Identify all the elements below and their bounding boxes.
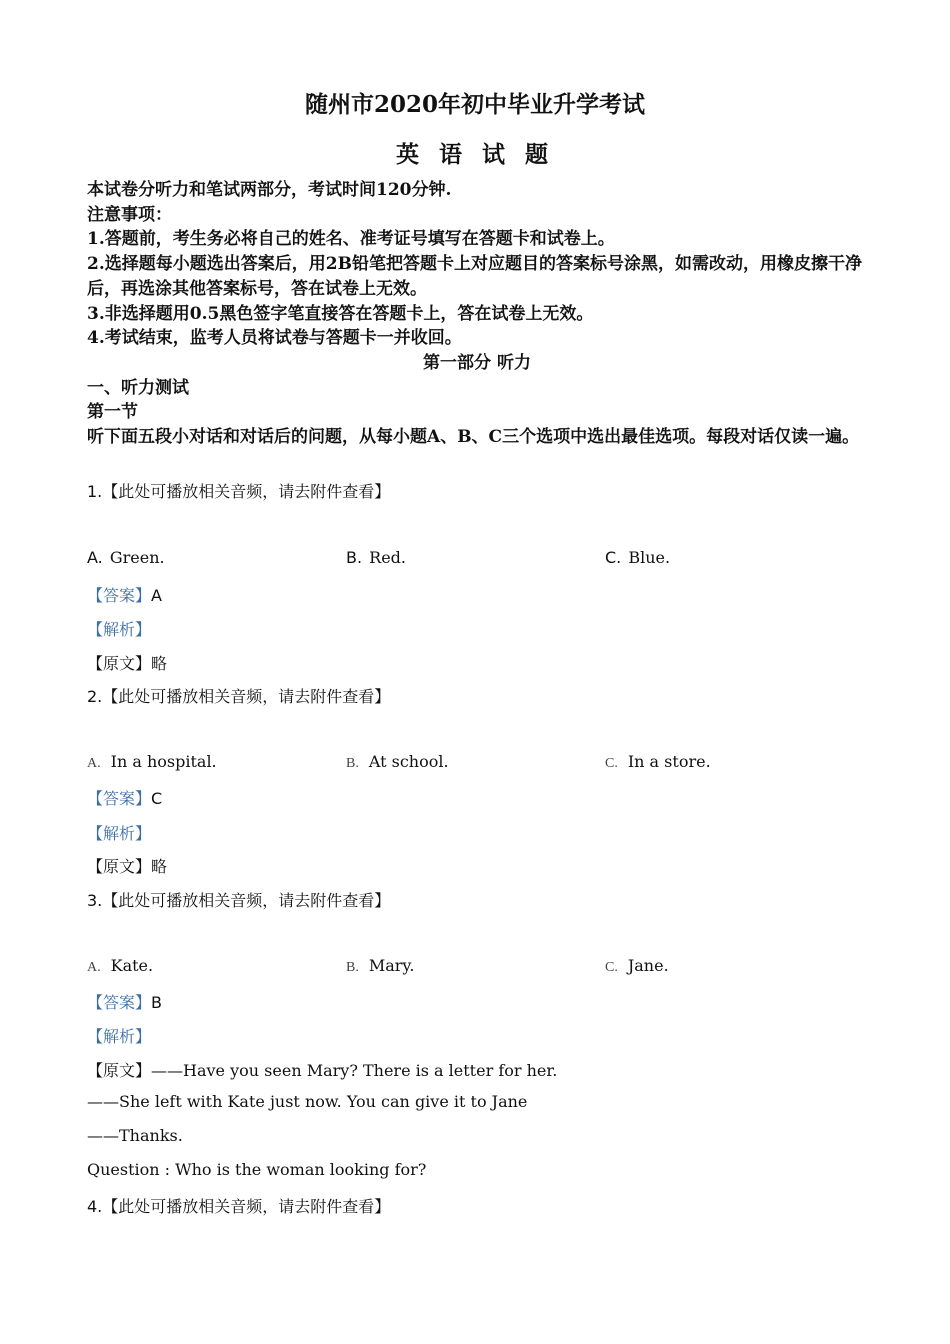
question-number: 3.: [87, 891, 103, 910]
q2-option-a: A. In a hospital.: [87, 752, 217, 771]
q3-analysis: 【解析】: [87, 1027, 152, 1046]
question-4-audio: [87, 1194, 390, 1217]
q3-question-line: Question : Who is the woman looking for?: [87, 1160, 427, 1179]
q3-answer: 【答案】B: [87, 993, 162, 1012]
q3-transcript-line: ——Thanks.: [87, 1126, 183, 1145]
note-item: 1.答题前，考生务必将自己的姓名、准考证号填写在答题卡和试卷上。: [87, 229, 615, 250]
section-title: 一、听力测试: [87, 377, 189, 398]
question-number: 1.: [87, 482, 103, 501]
q1-option-a: A. Green.: [87, 548, 165, 567]
audio-link[interactable]: 【此处可播放相关音频，请去附件查看】: [102, 687, 391, 706]
exam-subtitle: 英 语 试 题: [395, 141, 555, 168]
q1-analysis: 【解析】: [87, 620, 152, 639]
exam-instructions: [87, 178, 867, 450]
notes-heading: 注意事项：: [87, 204, 172, 225]
question-3-audio: [87, 888, 390, 911]
section-instruction: 听下面五段小对话和对话后的问题，从每小题A、B、C三个选项中选出最佳选项。每段对话仅读一遍。: [87, 427, 860, 448]
q2-answer: 【答案】C: [87, 789, 163, 808]
q1-answer: 【答案】A: [87, 586, 162, 605]
q1-option-c: C. Blue.: [605, 548, 671, 567]
question-1-audio: [87, 479, 390, 502]
note-item: 2.选择题每小题选出答案后，用2B铅笔把答题卡上对应题目的答案标号涂黑，如需改动，用橡皮擦干净后，再选涂其他答案标号，答在试卷上无效。: [87, 254, 862, 299]
question-2-audio: [87, 684, 390, 707]
exam-title: 随州市2020年初中毕业升学考试: [304, 91, 645, 118]
q3-option-c: C. Jane.: [605, 956, 669, 975]
question-number: 4.: [87, 1197, 103, 1216]
q2-original: 【原文】略: [87, 857, 168, 876]
audio-link[interactable]: 【此处可播放相关音频，请去附件查看】: [102, 891, 391, 910]
audio-link[interactable]: 【此处可播放相关音频，请去附件查看】: [102, 1197, 391, 1216]
q2-option-c: C. In a store.: [605, 752, 711, 771]
q1-option-b: B. Red.: [346, 548, 406, 567]
q3-original: 【原文】——Have you seen Mary? There is a letter for her.: [87, 1061, 558, 1080]
q3-option-a: A. Kate.: [87, 956, 154, 975]
q1-original: 【原文】略: [87, 654, 168, 673]
audio-link[interactable]: 【此处可播放相关音频，请去附件查看】: [102, 482, 391, 501]
q2-analysis: 【解析】: [87, 824, 152, 843]
note-item: 3.非选择题用0.5黑色签字笔直接答在答题卡上，答在试卷上无效。: [87, 303, 594, 324]
part-title: 第一部分 听力: [423, 352, 531, 373]
q3-option-b: B. Mary.: [346, 956, 415, 975]
q2-option-b: B. At school.: [346, 752, 449, 771]
q3-transcript-line: ——She left with Kate just now. You can give it to Jane: [87, 1092, 528, 1111]
subsection-title: 第一节: [87, 402, 138, 423]
question-number: 2.: [87, 687, 103, 706]
note-item: 4.考试结束，监考人员将试卷与答题卡一并收回。: [87, 328, 462, 349]
exam-intro: 本试卷分听力和笔试两部分，考试时间120分钟.: [87, 180, 452, 200]
